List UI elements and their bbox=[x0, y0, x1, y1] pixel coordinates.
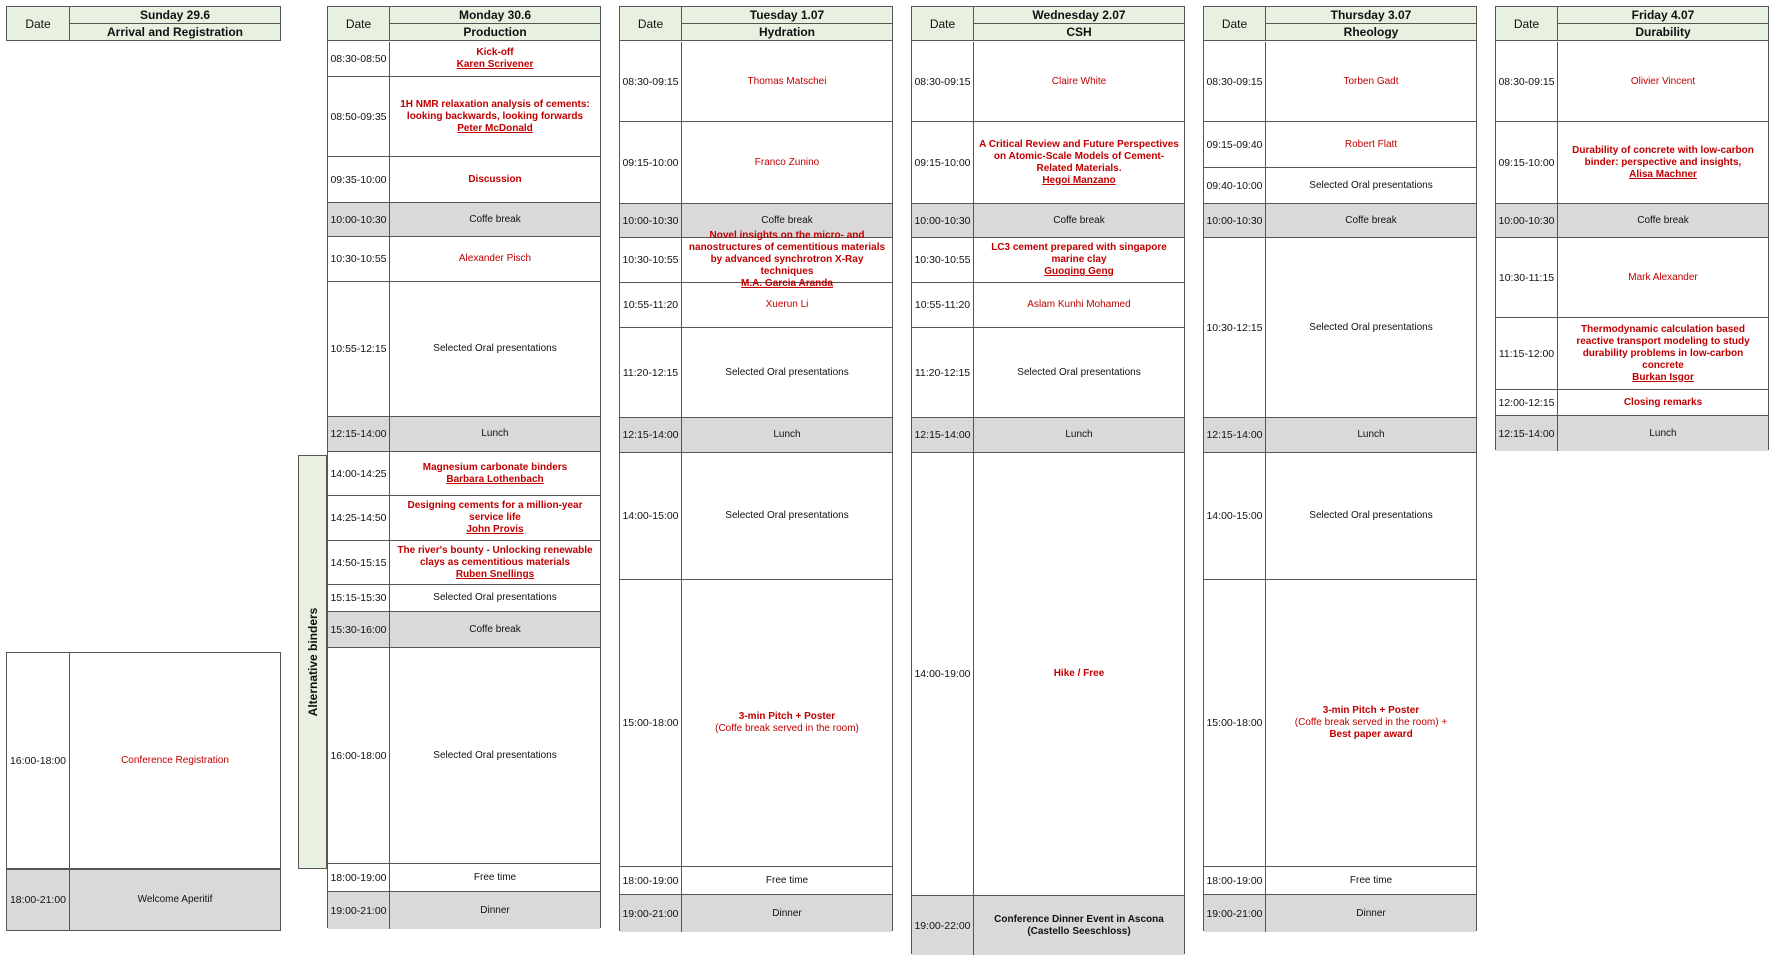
schedule-row bbox=[620, 867, 892, 895]
schedule-row bbox=[1204, 42, 1476, 122]
time-cell: 10:55-12:15 bbox=[328, 282, 390, 416]
session-title: Lunch bbox=[1065, 429, 1093, 440]
schedule-row bbox=[620, 328, 892, 418]
session-title: A Critical Review and Future Perspectives on Atomic-Scale Models of Cement-Related Materials. bbox=[979, 138, 1179, 174]
day-column bbox=[619, 6, 893, 931]
session-title: Selected Oral presentations bbox=[725, 366, 849, 378]
day-theme: Arrival and Registration bbox=[70, 24, 280, 41]
time-cell: 10:30-12:15 bbox=[1204, 238, 1266, 417]
session-cell bbox=[390, 496, 600, 540]
day-title: Monday 30.6 bbox=[390, 7, 600, 24]
session-title: Xuerun Li bbox=[765, 299, 809, 310]
session-title: Lunch bbox=[481, 428, 509, 439]
speaker-name: Hegoi Manzano bbox=[1042, 174, 1116, 186]
time-cell: 10:30-10:55 bbox=[328, 237, 390, 281]
session-title: Dinner bbox=[1356, 907, 1386, 919]
time-cell: 18:00-21:00 bbox=[7, 870, 70, 930]
sunday-header bbox=[6, 6, 281, 41]
schedule-row bbox=[328, 452, 600, 496]
time-cell: 10:30-11:15 bbox=[1496, 238, 1558, 317]
schedule-row bbox=[1496, 390, 1768, 416]
session-cell bbox=[974, 238, 1184, 282]
schedule-row bbox=[1204, 204, 1476, 238]
session-cell bbox=[1266, 204, 1476, 237]
time-cell: 08:50-09:35 bbox=[328, 77, 390, 156]
session-note: Best paper award bbox=[1329, 729, 1413, 740]
session-cell bbox=[974, 204, 1184, 237]
time-cell: 08:30-09:15 bbox=[620, 42, 682, 121]
session-title: Torben Gadt bbox=[1343, 75, 1399, 87]
session-cell bbox=[1266, 122, 1476, 167]
session-cell bbox=[974, 896, 1184, 955]
schedule-row bbox=[1204, 122, 1476, 168]
time-cell: 15:00-18:00 bbox=[1204, 580, 1266, 866]
session-title: 3-min Pitch + Poster bbox=[738, 711, 836, 722]
session-cell bbox=[682, 328, 892, 417]
session-cell bbox=[682, 418, 892, 452]
speaker-name: Ruben Snellings bbox=[455, 568, 535, 580]
time-cell: 09:15-10:00 bbox=[912, 122, 974, 203]
time-cell: 14:25-14:50 bbox=[328, 496, 390, 540]
day-column bbox=[1203, 6, 1477, 931]
session-cell bbox=[390, 612, 600, 647]
speaker-name: Alisa Machner bbox=[1629, 168, 1697, 180]
session-cell bbox=[390, 203, 600, 236]
schedule-row bbox=[328, 541, 600, 585]
session-title: Selected Oral presentations bbox=[1309, 321, 1433, 333]
time-cell: 09:15-09:40 bbox=[1204, 122, 1266, 167]
day-title: Sunday 29.6 bbox=[70, 7, 280, 24]
session-title: 3-min Pitch + Poster bbox=[1322, 705, 1420, 716]
schedule-row bbox=[328, 203, 600, 237]
time-cell: 15:00-18:00 bbox=[620, 580, 682, 866]
schedule-row bbox=[1204, 895, 1476, 932]
schedule-row bbox=[328, 417, 600, 452]
session-title: Kick-off bbox=[476, 47, 514, 58]
schedule-row bbox=[328, 496, 600, 541]
schedule-row bbox=[620, 453, 892, 580]
time-cell: 09:15-10:00 bbox=[620, 122, 682, 203]
session-title: Conference Dinner Event in Ascona bbox=[994, 913, 1164, 925]
time-cell: 12:15-14:00 bbox=[328, 417, 390, 451]
session-cell bbox=[1558, 416, 1768, 451]
schedule-row bbox=[620, 283, 892, 328]
session-cell bbox=[1558, 42, 1768, 121]
date-column-header: Date bbox=[328, 7, 390, 41]
session-title: Claire White bbox=[1051, 75, 1107, 87]
schedule-row bbox=[328, 585, 600, 612]
session-title: Free time bbox=[1349, 874, 1393, 886]
day-title: Thursday 3.07 bbox=[1266, 7, 1476, 24]
speaker-name: Karen Scrivener bbox=[456, 59, 534, 70]
session-cell bbox=[682, 453, 892, 579]
session-cell bbox=[974, 42, 1184, 121]
speaker-name: M.A. Garcia Aranda bbox=[741, 278, 833, 289]
time-cell: 14:00-15:00 bbox=[620, 453, 682, 579]
session-title: Lunch bbox=[1649, 427, 1677, 439]
time-cell: 16:00-18:00 bbox=[328, 648, 390, 863]
session-cell bbox=[974, 122, 1184, 203]
session-cell bbox=[390, 648, 600, 863]
time-cell: 14:00-19:00 bbox=[912, 453, 974, 895]
day-column bbox=[1495, 6, 1769, 450]
session-title: Discussion bbox=[468, 173, 522, 185]
session-cell bbox=[974, 453, 1184, 895]
session-cell bbox=[1558, 390, 1768, 415]
time-cell: 14:00-15:00 bbox=[1204, 453, 1266, 579]
session-cell bbox=[390, 585, 600, 611]
time-cell: 15:30-16:00 bbox=[328, 612, 390, 647]
time-cell: 19:00-22:00 bbox=[912, 896, 974, 955]
time-cell: 10:55-11:20 bbox=[912, 283, 974, 327]
time-cell: 14:00-14:25 bbox=[328, 452, 390, 495]
session-title: Selected Oral presentations bbox=[1309, 179, 1433, 191]
session-cell bbox=[1558, 318, 1768, 389]
day-theme: Rheology bbox=[1266, 24, 1476, 41]
session-title: Lunch bbox=[773, 429, 801, 440]
session-title: Free time bbox=[473, 871, 517, 883]
session-cell bbox=[390, 864, 600, 891]
session-cell bbox=[390, 541, 600, 584]
time-cell: 11:20-12:15 bbox=[620, 328, 682, 417]
schedule-row bbox=[328, 42, 600, 77]
session-title: Alexander Pisch bbox=[458, 253, 532, 264]
date-column-header: Date bbox=[1496, 7, 1558, 41]
schedule-row bbox=[1204, 867, 1476, 895]
schedule-row bbox=[328, 612, 600, 648]
schedule-row bbox=[1496, 204, 1768, 238]
session-title: Dinner bbox=[772, 907, 802, 919]
session-title: Durability of concrete with low-carbon binder: perspective and insights, bbox=[1572, 144, 1754, 168]
time-cell: 19:00-21:00 bbox=[1204, 895, 1266, 932]
session-title: Coffe break bbox=[469, 623, 521, 635]
schedule-row bbox=[620, 895, 892, 932]
schedule-row bbox=[1204, 418, 1476, 453]
speaker-name: Peter McDonald bbox=[457, 122, 533, 134]
session-cell bbox=[1558, 122, 1768, 203]
time-cell: 08:30-09:15 bbox=[1204, 42, 1266, 121]
schedule-row bbox=[912, 896, 1184, 955]
day-theme: Durability bbox=[1558, 24, 1768, 41]
session-title: Thermodynamic calculation based reactive transport modeling to study durability problems in low-carbon concrete bbox=[1576, 323, 1750, 371]
schedule-row bbox=[328, 157, 600, 203]
session-cell bbox=[390, 282, 600, 416]
schedule-row bbox=[912, 42, 1184, 122]
speaker-name: Guoqing Geng bbox=[1044, 266, 1114, 277]
time-cell: 12:00-12:15 bbox=[1496, 390, 1558, 415]
session-title: Dinner bbox=[480, 904, 510, 916]
session-title: The river's bounty - Unlocking renewable clays as cementitious materials bbox=[397, 544, 593, 568]
session-cell bbox=[1266, 453, 1476, 579]
schedule-row bbox=[912, 328, 1184, 418]
date-column-header: Date bbox=[912, 7, 974, 41]
session-cell bbox=[682, 895, 892, 932]
time-cell: 10:00-10:30 bbox=[1496, 204, 1558, 237]
schedule-row bbox=[1496, 42, 1768, 122]
session-title: Designing cements for a million-year service life bbox=[407, 500, 583, 523]
session-title: Selected Oral presentations bbox=[433, 592, 557, 603]
time-cell: 10:00-10:30 bbox=[1204, 204, 1266, 237]
session-cell bbox=[682, 42, 892, 121]
time-cell: 10:55-11:20 bbox=[620, 283, 682, 327]
time-cell: 10:30-10:55 bbox=[912, 238, 974, 282]
schedule-row bbox=[1496, 238, 1768, 318]
schedule-row bbox=[912, 418, 1184, 453]
schedule-row bbox=[620, 418, 892, 453]
schedule-row bbox=[620, 230, 892, 289]
schedule-row bbox=[328, 77, 600, 157]
schedule-row bbox=[620, 42, 892, 122]
time-cell: 09:15-10:00 bbox=[1496, 122, 1558, 203]
schedule-row bbox=[1204, 168, 1476, 204]
session-title: Coffe break bbox=[1053, 214, 1105, 226]
session-cell bbox=[974, 283, 1184, 327]
time-cell: 11:15-12:00 bbox=[1496, 318, 1558, 389]
time-cell: 14:50-15:15 bbox=[328, 541, 390, 584]
time-cell: 08:30-09:15 bbox=[912, 42, 974, 121]
schedule-row bbox=[620, 122, 892, 204]
time-cell: 15:15-15:30 bbox=[328, 585, 390, 611]
session-cell bbox=[1266, 867, 1476, 894]
session-cell bbox=[1266, 895, 1476, 932]
schedule-row bbox=[912, 204, 1184, 238]
time-cell: 12:15-14:00 bbox=[620, 418, 682, 452]
session-title: Thomas Matschei bbox=[747, 75, 827, 87]
time-cell: 10:30-10:55 bbox=[620, 238, 682, 282]
schedule-row bbox=[912, 122, 1184, 204]
time-cell: 10:00-10:30 bbox=[328, 203, 390, 236]
speaker-name: Barbara Lothenbach bbox=[446, 473, 544, 485]
time-cell: 12:15-14:00 bbox=[1204, 418, 1266, 452]
session-title: Free time bbox=[765, 874, 809, 886]
session-cell bbox=[390, 237, 600, 281]
date-column-header: Date bbox=[1204, 7, 1266, 41]
session-cell bbox=[390, 77, 600, 156]
time-cell: 10:00-10:30 bbox=[620, 204, 682, 237]
session-cell: Welcome Aperitif bbox=[137, 894, 213, 905]
schedule-row bbox=[912, 283, 1184, 328]
schedule-row bbox=[1204, 238, 1476, 418]
speaker-name: John Provis bbox=[466, 524, 524, 535]
day-title: Wednesday 2.07 bbox=[974, 7, 1184, 24]
time-cell: 18:00-19:00 bbox=[620, 867, 682, 894]
session-title: Selected Oral presentations bbox=[433, 343, 557, 354]
session-cell bbox=[682, 867, 892, 894]
schedule-row bbox=[912, 238, 1184, 283]
schedule-row bbox=[328, 864, 600, 892]
session-title: Franco Zunino bbox=[754, 156, 820, 168]
time-cell: 12:15-14:00 bbox=[912, 418, 974, 452]
day-title: Tuesday 1.07 bbox=[682, 7, 892, 24]
schedule-row bbox=[620, 580, 892, 867]
session-title: Coffe break bbox=[1345, 214, 1397, 226]
session-title: Coffe break bbox=[469, 213, 521, 225]
schedule-row bbox=[328, 648, 600, 864]
session-cell bbox=[390, 417, 600, 451]
session-cell bbox=[1266, 168, 1476, 203]
time-cell: 19:00-21:00 bbox=[620, 895, 682, 932]
day-column bbox=[911, 6, 1185, 954]
session-title: Selected Oral presentations bbox=[1017, 366, 1141, 378]
session-cell bbox=[390, 452, 600, 495]
time-cell: 11:20-12:15 bbox=[912, 328, 974, 417]
time-cell: 18:00-19:00 bbox=[1204, 867, 1266, 894]
session-title: Novel insights on the micro- and nanostructures of cementitious materials by advanced synchrotron X-Ray techniques bbox=[688, 230, 886, 277]
schedule-row bbox=[1204, 580, 1476, 867]
session-cell bbox=[390, 892, 600, 929]
time-cell: 08:30-08:50 bbox=[328, 42, 390, 76]
schedule-row bbox=[912, 453, 1184, 896]
date-column-header: Date bbox=[7, 7, 70, 41]
session-cell bbox=[1266, 580, 1476, 866]
time-cell: 09:40-10:00 bbox=[1204, 168, 1266, 203]
schedule-row bbox=[1496, 318, 1768, 390]
sunday-aperitif-row bbox=[6, 869, 281, 931]
session-cell bbox=[1558, 204, 1768, 237]
session-title: Coffe break bbox=[1637, 214, 1689, 226]
session-note: (Coffe break served in the room) bbox=[715, 723, 859, 734]
session-cell bbox=[390, 42, 600, 76]
session-cell bbox=[1266, 42, 1476, 121]
session-cell bbox=[682, 580, 892, 866]
session-cell bbox=[682, 122, 892, 203]
time-cell: 18:00-19:00 bbox=[328, 864, 390, 891]
schedule-row bbox=[1496, 416, 1768, 451]
session-title: Closing remarks bbox=[1623, 396, 1703, 408]
session-cell bbox=[1558, 238, 1768, 317]
schedule-row bbox=[328, 892, 600, 929]
session-title: Mark Alexander bbox=[1628, 271, 1698, 283]
day-theme: CSH bbox=[974, 24, 1184, 41]
session-note: (Coffe break served in the room) + bbox=[1294, 717, 1448, 728]
session-title: Selected Oral presentations bbox=[1309, 510, 1433, 521]
session-cell bbox=[682, 230, 892, 289]
schedule-row bbox=[1496, 122, 1768, 204]
session-title: Magnesium carbonate binders bbox=[422, 461, 568, 473]
time-cell: 08:30-09:15 bbox=[1496, 42, 1558, 121]
alternative-binders-label bbox=[298, 455, 327, 869]
session-note: (Castello Seeschloss) bbox=[1027, 925, 1131, 937]
session-title: Olivier Vincent bbox=[1630, 75, 1696, 87]
day-column bbox=[327, 6, 601, 928]
time-cell: 12:15-14:00 bbox=[1496, 416, 1558, 451]
time-cell: 10:00-10:30 bbox=[912, 204, 974, 237]
session-cell bbox=[1266, 418, 1476, 452]
session-title: LC3 cement prepared with singapore marine clay bbox=[991, 242, 1167, 265]
time-cell: 16:00-18:00 bbox=[7, 653, 70, 868]
session-title: Selected Oral presentations bbox=[725, 510, 849, 521]
day-theme: Hydration bbox=[682, 24, 892, 41]
day-title: Friday 4.07 bbox=[1558, 7, 1768, 24]
session-title: Aslam Kunhi Mohamed bbox=[1027, 299, 1131, 310]
time-cell: 09:35-10:00 bbox=[328, 157, 390, 202]
session-title: Lunch bbox=[1357, 429, 1385, 440]
date-column-header: Date bbox=[620, 7, 682, 41]
session-title: Robert Flatt bbox=[1344, 138, 1398, 150]
sidebar-text: Alternative binders bbox=[305, 607, 320, 717]
session-title: Coffe break bbox=[761, 214, 813, 226]
session-cell bbox=[974, 328, 1184, 417]
session-cell bbox=[682, 283, 892, 327]
day-theme: Production bbox=[390, 24, 600, 41]
time-cell: 19:00-21:00 bbox=[328, 892, 390, 929]
schedule-row bbox=[328, 237, 600, 282]
session-cell bbox=[390, 157, 600, 202]
schedule-row bbox=[328, 282, 600, 417]
schedule-row bbox=[1204, 453, 1476, 580]
session-cell bbox=[974, 418, 1184, 452]
sunday-registration-row bbox=[6, 652, 281, 869]
session-title: Selected Oral presentations bbox=[433, 749, 557, 761]
session-title: 1H NMR relaxation analysis of cements: looking backwards, looking forwards bbox=[400, 98, 590, 122]
session-cell bbox=[1266, 238, 1476, 417]
speaker-name: Burkan Isgor bbox=[1632, 371, 1694, 383]
session-title: Hike / Free bbox=[1053, 668, 1105, 679]
session-cell: Conference Registration bbox=[121, 754, 229, 766]
